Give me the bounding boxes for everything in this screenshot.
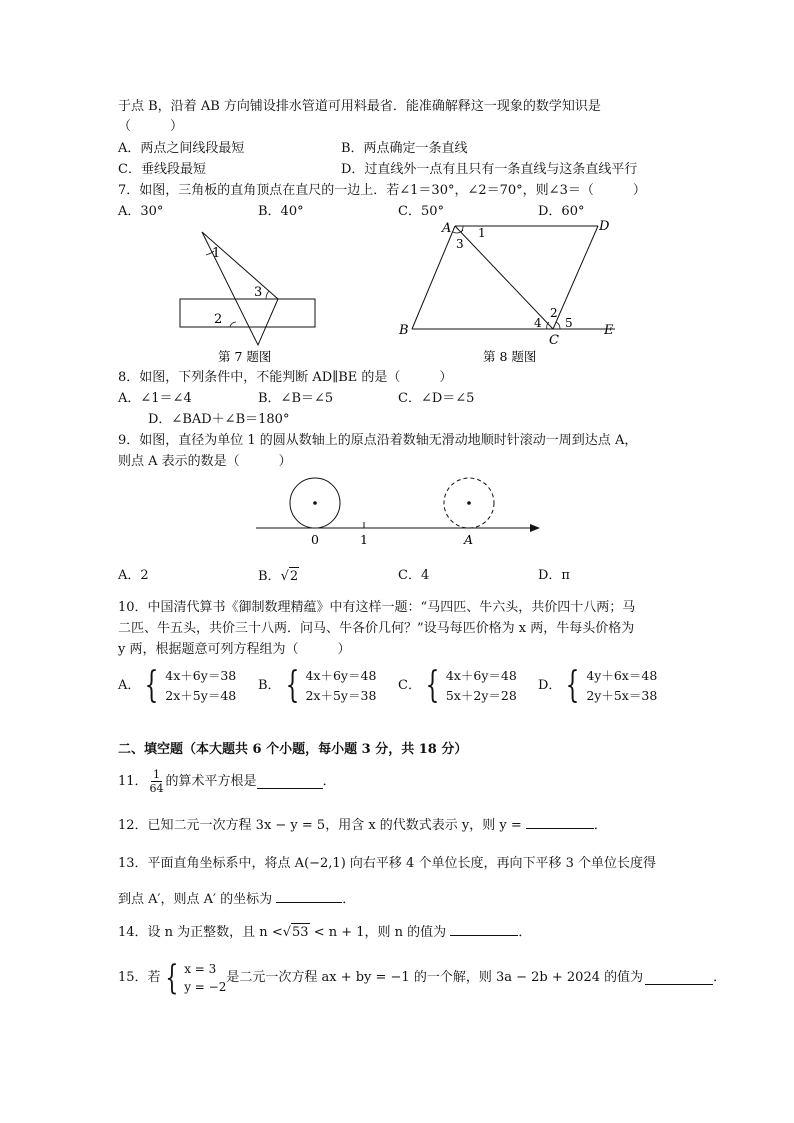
q8-option-a: A．∠1＝∠4 xyxy=(118,391,192,406)
q11-text: 的算术平方根是 xyxy=(165,773,257,789)
q9-option-b-label: B． xyxy=(258,569,281,584)
q10-option-c: C． { 4x＋6y＝48 5x＋2y＝28 xyxy=(398,665,517,706)
q10-c-eq2: 5x＋2y＝28 xyxy=(445,688,517,703)
q10-stem-line3: y 两，根据题意可列方程组为（ ） xyxy=(118,642,351,657)
fig7-label-2: 2 xyxy=(214,312,223,327)
q6-option-a: A．两点之间线段最短 xyxy=(118,141,245,156)
q10-a-eq2: 2x＋5y＝48 xyxy=(165,688,237,703)
q9-option-b: B．√2 xyxy=(258,569,299,584)
q14: 14．设 n 为正整数，且 n <√53 < n + 1，则 n 的值为 ． xyxy=(118,922,531,942)
q15-post: 是二元一次方程 ax + by = −1 的一个解，则 3a − 2b + 2024 的值为 xyxy=(226,970,644,985)
q12-text: 12．已知二元一次方程 3x − y = 5，用含 x 的代数式表示 y，则 y = xyxy=(118,818,522,833)
q10-d-eq1: 4y＋6x＝48 xyxy=(586,668,658,683)
q14-post: < n + 1，则 n 的值为 xyxy=(313,925,447,940)
fig8-angle-5: 5 xyxy=(565,316,573,330)
q11-number: 11． xyxy=(118,773,148,789)
tick-label-0: 0 xyxy=(311,532,319,547)
q13-end: ． xyxy=(342,892,356,907)
q10-option-a-label: A． xyxy=(118,678,141,693)
q10-option-d-label: D． xyxy=(538,678,562,693)
q11-end: ． xyxy=(322,773,336,789)
q10-d-eq2: 2y＋5x＝38 xyxy=(586,688,658,703)
q15: 15．若 { x = 3 y = −2 是二元一次方程 ax + by = −1 的一个解，则 3a − 2b + 2024 的值为 ． xyxy=(118,958,727,998)
q8-option-b: B．∠B＝∠5 xyxy=(258,391,334,406)
q6-option-b: B．两点确定一条直线 xyxy=(341,141,468,156)
q11-frac-num: 1 xyxy=(153,768,161,781)
q9-option-c: C．4 xyxy=(398,568,430,583)
q11-answer-blank[interactable] xyxy=(257,775,323,789)
q8-option-d: D．∠BAD＋∠B＝180° xyxy=(148,412,290,427)
fig8-point-A: A xyxy=(442,221,452,236)
tick-label-A: A xyxy=(464,532,474,547)
q9-stem-line1: 9．如图，直径为单位 1 的圆从数轴上的原点沿着数轴无滑动地顺时针滚动一周到达点 A， xyxy=(118,433,638,448)
tick-label-1: 1 xyxy=(360,532,368,547)
q12 xyxy=(118,815,607,835)
q10-option-b-label: B． xyxy=(258,678,281,693)
q13-answer-blank[interactable] xyxy=(276,889,342,903)
q7-option-d: D．60° xyxy=(538,204,585,219)
q11-frac-den: 64 xyxy=(149,782,164,795)
fig8-caption: 第 8 题图 xyxy=(483,349,537,364)
q10-b-eq2: 2x＋5y＝38 xyxy=(305,688,377,703)
q11 xyxy=(118,768,336,795)
q13-line2 xyxy=(118,889,355,909)
q14-answer-blank[interactable] xyxy=(450,922,518,936)
q6-stem: 于点 B，沿着 AB 方向铺设排水管道可用料最省．能准确解释这一现象的数学知识是 xyxy=(118,99,601,114)
figure-7 xyxy=(170,225,330,375)
fig8-angle-4: 4 xyxy=(534,316,542,330)
q10-a-eq1: 4x＋6y＝38 xyxy=(165,668,237,683)
q10-stem-line1: 10．中国清代算书《御制数理精蕴》中有这样一题：“马四匹、牛六头，共价四十八两；马 xyxy=(118,600,636,615)
q15-pre: 15．若 xyxy=(118,970,161,985)
fig8-point-E: E xyxy=(604,323,614,338)
fig7-label-3: 3 xyxy=(254,285,263,300)
q7-option-a: A．30° xyxy=(118,204,164,219)
fig8-point-B: B xyxy=(399,323,409,338)
fig8-angle-2: 2 xyxy=(550,306,558,320)
q15-answer-blank[interactable] xyxy=(645,971,713,985)
q11-fraction xyxy=(150,768,164,795)
q9-option-d: D．π xyxy=(538,568,570,583)
fig8-point-D: D xyxy=(599,219,610,234)
q6-option-d: D．过直线外一点有且只有一条直线与这条直线平行 xyxy=(341,162,638,177)
q6-option-c: C．垂线段最短 xyxy=(118,162,206,177)
fig8-angle-3: 3 xyxy=(456,237,464,251)
q10-option-a: A． { 4x＋6y＝38 2x＋5y＝48 xyxy=(118,665,237,706)
q10-b-eq1: 4x＋6y＝48 xyxy=(305,668,377,683)
q6-answer-paren: （ ） xyxy=(118,119,184,134)
q13-text2: 到点 A′，则点 A′ 的坐标为 xyxy=(118,892,273,907)
fig8-point-C: C xyxy=(549,333,559,348)
q13-line1: 13．平面直角坐标系中，将点 A(−2,1) 向右平移 4 个单位长度，再向下平移 3 个单位长度得 xyxy=(118,856,656,871)
q7-option-b: B．40° xyxy=(258,204,304,219)
q14-radicand: 53 xyxy=(292,925,309,940)
q9-option-b-radicand: 2 xyxy=(289,569,299,584)
q15-end: ． xyxy=(713,970,727,985)
q10-option-b: B． { 4x＋6y＝48 2x＋5y＝38 xyxy=(258,665,377,706)
q9-option-a: A．2 xyxy=(118,568,149,583)
fig8-angle-1: 1 xyxy=(478,226,486,240)
q8-option-c: C．∠D＝∠5 xyxy=(398,391,475,406)
q12-end: ． xyxy=(593,818,607,833)
q7-stem: 7．如图，三角板的直角顶点在直尺的一边上．若∠1＝30°，∠2＝70°，则∠3＝（ ） xyxy=(118,183,646,198)
q10-option-d: D． { 4y＋6x＝48 2y＋5x＝38 xyxy=(538,665,658,706)
q10-option-c-label: C． xyxy=(398,678,421,693)
q10-stem-line2: 二匹、牛五头，共价三十八两．问马、牛各价几何？”设马每匹价格为 x 两，牛每头价格为 xyxy=(118,621,635,636)
q7-option-c: C．50° xyxy=(398,204,444,219)
figure-9-number-line xyxy=(250,470,550,550)
q12-answer-blank[interactable] xyxy=(526,815,594,829)
fig7-label-1: 1 xyxy=(212,246,221,261)
q9-stem-line2: 则点 A 表示的数是（ ） xyxy=(118,454,292,469)
fig7-caption: 第 7 题图 xyxy=(218,349,272,364)
q14-end: ． xyxy=(518,925,532,940)
q8-stem: 8．如图，下列条件中，不能判断 AD∥BE 的是（ ） xyxy=(118,370,453,385)
q14-pre: 14．设 n 为正整数，且 n < xyxy=(118,925,283,940)
section-2-title: 二、填空题（本大题共 6 个小题，每小题 3 分，共 18 分） xyxy=(118,742,468,757)
q15-eq1: x = 3 xyxy=(184,962,217,976)
q15-eq2: y = −2 xyxy=(184,980,227,994)
figure-8 xyxy=(395,218,625,368)
q10-c-eq1: 4x＋6y＝48 xyxy=(445,668,517,683)
